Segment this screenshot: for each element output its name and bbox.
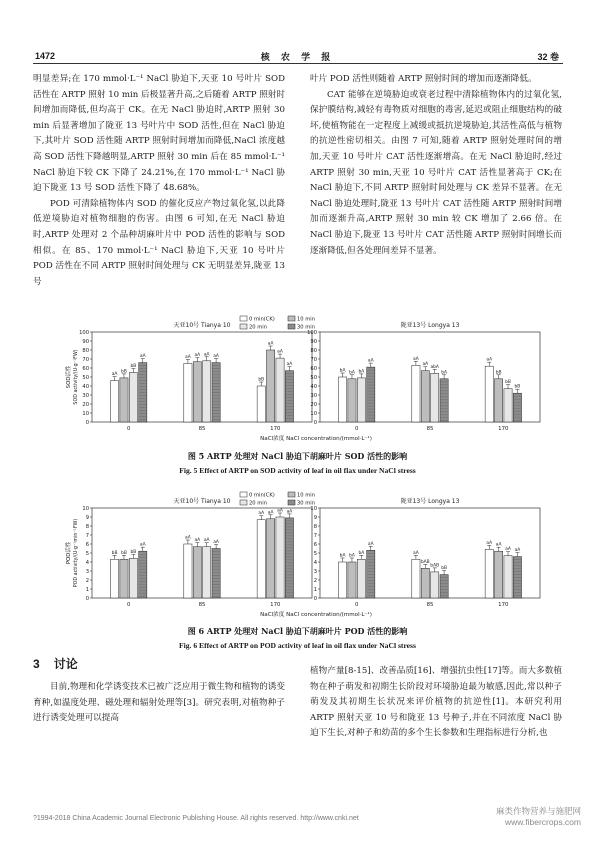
figure-6-caption-cn: 图 6 ARTP 处理对 NaCl 胁迫下胡麻叶片 POD 活性的影响	[187, 626, 408, 636]
bar	[431, 572, 439, 598]
bar	[412, 365, 420, 422]
significance-label: aA	[277, 349, 283, 355]
significance-label: bB	[495, 370, 502, 376]
bar	[485, 366, 493, 422]
legend-label: 30 min	[297, 324, 316, 331]
significance-label: aA	[413, 550, 419, 556]
y-tick-label: 4	[85, 560, 89, 566]
significance-label: aA	[213, 540, 219, 545]
bar	[357, 378, 365, 422]
chart-title: 天亚10号 Tianya 10	[173, 322, 231, 329]
significance-label: bB	[111, 550, 118, 556]
legend-swatch	[240, 324, 247, 329]
legend-label: 0 min(CK)	[249, 492, 275, 499]
legend-label: 20 min	[249, 324, 268, 331]
significance-label: aA	[213, 354, 219, 360]
bar	[513, 393, 521, 422]
legend-label: 10 min	[297, 492, 316, 499]
significance-label: aA	[514, 548, 521, 554]
bar	[504, 389, 512, 422]
significance-label: aA	[367, 541, 374, 547]
significance-label: bA	[349, 370, 355, 376]
legend-swatch	[240, 500, 247, 505]
bar	[120, 559, 128, 598]
y-tick-label: 1	[85, 587, 89, 593]
y-tick-label: 8	[313, 524, 317, 530]
figure-5-caption-cn: 图 5 ARTP 处理对 NaCl 胁迫下胡麻叶片 SOD 活性的影响	[187, 451, 408, 461]
x-tick-label: 170	[498, 426, 509, 432]
figure-6-pod	[52, 488, 572, 621]
significance-label: aA	[486, 357, 493, 363]
significance-label: aA	[185, 355, 191, 360]
y-tick-label: 5	[85, 551, 89, 557]
chart-title: 陇亚13号 Longya 13	[400, 498, 460, 505]
bar	[485, 549, 493, 598]
legend-swatch	[240, 316, 247, 321]
significance-label: aA	[194, 353, 201, 359]
y-tick-label: 8	[85, 524, 89, 530]
significance-label: bB	[130, 364, 137, 369]
paragraph-cat: CAT 能够在逆境胁迫或衰老过程中清除植物体内的过氧化氢,保护膜结构,减轻有毒物质对细胞的毒害,延迟或阻止细胞结构的破坏,使植物能在一定程度上减缓或抵抗逆境胁迫,其活性高低与植物的抗逆性密切相关。由图 7 可知,随着 ARTP 照射处理时间的增加,天亚 10 号叶片 CAT 活性逐渐增高。在无 NaCl 胁迫时,经过 ARTP 照射 30 min,天亚 10 号叶片 CAT 活性显著高于 CK;在 NaCl 胁迫下,不同 ARTP 照射时间处理与 CK 差异不显著。在无 NaCl 胁迫处理时,陇亚 13 号叶片 CAT 活性随 ARTP 照射时间增加而逐渐升高,ARTP 照射 30 min 较 CK 增加了 2.66 倍。在 NaCl 胁迫下,陇亚 13 号叶片 CAT 活性随 ARTP 照射时间增长而逐渐降低,但各处理间差异不显著。	[310, 89, 562, 256]
legend-label: 0 min(CK)	[249, 316, 275, 323]
y-tick-label: 20	[82, 402, 89, 408]
copyright-footer: ?1994-2018 China Academic Journal Electronic Publishing House. All rights reserved. http://www.cnki.net	[33, 815, 359, 822]
figure-5-caption-en: Fig. 5 Effect of ARTP on SOD activity of leaf in oil flax under NaCl stress	[179, 466, 416, 475]
section-number: 3	[33, 657, 40, 671]
legend-swatch	[288, 492, 295, 497]
bar	[203, 547, 211, 598]
bar	[110, 559, 118, 598]
y-axis-label-cn: POD活性	[66, 541, 72, 565]
section-title: 讨论	[53, 657, 78, 671]
significance-label: bAB	[420, 559, 430, 565]
y-tick-label: 70	[310, 357, 317, 363]
significance-label: aA	[185, 535, 191, 541]
bar	[267, 350, 275, 422]
bar	[129, 558, 137, 598]
bar	[129, 373, 137, 423]
bar	[338, 562, 346, 598]
significance-label: aA	[267, 341, 274, 347]
bar	[276, 358, 284, 422]
y-tick-label: 10	[310, 506, 317, 512]
y-tick-label: 3	[313, 569, 317, 575]
x-tick-label: 170	[270, 426, 281, 432]
y-tick-label: 10	[82, 411, 89, 417]
bar	[184, 364, 192, 423]
y-tick-label: 4	[313, 560, 317, 566]
bar	[421, 371, 429, 422]
bar	[513, 557, 521, 598]
figure-5-sod	[52, 312, 572, 447]
y-tick-label: 80	[310, 348, 317, 354]
significance-label: aA	[277, 508, 283, 514]
watermark	[496, 806, 581, 828]
y-axis-label-cn: SOD活性	[66, 365, 72, 389]
bar	[285, 371, 293, 422]
y-tick-label: 3	[85, 569, 89, 575]
bar	[348, 562, 356, 598]
legend-label: 20 min	[249, 500, 268, 507]
bar	[139, 551, 147, 598]
significance-label: aA	[505, 547, 511, 553]
significance-label: bA	[339, 368, 346, 374]
page-number: 1472	[35, 51, 56, 61]
x-tick-label: 85	[198, 602, 206, 608]
bar	[193, 362, 201, 422]
bar	[431, 373, 439, 422]
y-tick-label: 90	[82, 339, 89, 345]
y-tick-label: 9	[313, 515, 317, 521]
y-tick-label: 9	[85, 515, 89, 521]
y-tick-label: 6	[313, 542, 317, 548]
paragraph-pod: POD 可清除植物体内 SOD 的催化反应产物过氧化氢,以此降低逆境胁迫对植物细胞的伤害。由图 6 可知,在无 NaCl 胁迫时,ARTP 处理对 2 个品种胡麻叶片中 POD 活性的影响与 SOD 相似。在 85、170 mmol·L⁻¹ NaCl 胁迫下,天亚 10 号叶片 POD 活性在不同 ARTP 照射时间处理与 CK 无明显差异,陇亚 13 号	[33, 198, 285, 287]
right-column-top	[310, 72, 562, 259]
y-tick-label: 0	[313, 596, 317, 602]
significance-label: bA	[349, 553, 355, 559]
y-tick-label: 50	[310, 375, 317, 381]
paragraph-discussion-left: 目前,物理和化学诱变技术已被广泛应用于微生物和植物的诱变育种,如温度处理、磁处理和辐射处理等[3]。研究表明,对植物种子进行诱变处理可以提高	[33, 682, 285, 724]
bar	[276, 517, 284, 598]
paragraph-pod-cont: 叶片 POD 活性则随着 ARTP 照射时间的增加而逐渐降低。	[310, 74, 537, 84]
legend-swatch	[288, 324, 295, 329]
y-tick-label: 80	[82, 348, 89, 354]
y-tick-label: 20	[310, 402, 317, 408]
significance-label: aA	[258, 511, 265, 517]
x-tick-label: 0	[126, 426, 131, 432]
significance-label: aA	[111, 372, 118, 378]
y-tick-label: 90	[310, 339, 317, 345]
chart-title: 陇亚13号 Longya 13	[400, 322, 460, 329]
significance-label: aA	[486, 540, 493, 546]
y-tick-label: 2	[313, 578, 317, 584]
bar	[421, 568, 429, 598]
x-tick-label: 0	[354, 602, 359, 608]
y-tick-label: 0	[85, 420, 89, 426]
bar	[110, 381, 118, 422]
bar	[203, 361, 211, 422]
significance-label: aA	[139, 542, 146, 548]
x-tick-label: 170	[270, 602, 281, 608]
legend-swatch	[288, 500, 295, 505]
bar	[120, 378, 128, 422]
bar	[367, 367, 375, 422]
bar	[348, 379, 356, 422]
significance-label: bA	[441, 370, 447, 376]
x-axis-label: NaCl浓度 NaCl concentration/(mmol·L⁻¹)	[260, 612, 372, 618]
x-tick-label: 0	[354, 426, 359, 432]
section-heading	[33, 655, 78, 672]
y-tick-label: 1	[313, 587, 317, 593]
y-tick-label: 100	[79, 330, 89, 336]
x-tick-label: 85	[426, 426, 434, 432]
significance-label: aA	[139, 354, 146, 360]
significance-label: bB	[130, 549, 137, 555]
paragraph-sod-170: 明显差异;在 170 mmol·L⁻¹ NaCl 胁迫下,天亚 10 号叶片 SOD 活性在 ARTP 照射 10 min 后极显著升高,之后随着 ARTP 照射时间增加而降低,但均高于 CK。在无 NaCl 胁迫时,ARTP 照射 30 min 后显著增加了陇亚 13 号叶片中 SOD 活性,但在 NaCl 胁迫下,其叶片 SOD 活性随 ARTP 照射时间增加而降低,NaCl 浓度越高 SOD 活性下降越明显,ARTP 照射 30 min 后在 85 mmol·L⁻¹ NaCl 胁迫下较 CK 下降了 24.21%,在 170 mmol·L⁻¹ NaCl 胁迫下陇亚 13 号 SOD 活性下降了 48.68%。	[33, 74, 285, 194]
y-tick-label: 40	[310, 384, 317, 390]
y-axis-label-en: SOD activity/(U·g⁻¹FW)	[74, 349, 79, 405]
bar	[257, 520, 265, 598]
paragraph-discussion-right: 植物产量[8-15]、改善品质[16]、增强抗虫性[17]等。而大多数植物在种子萌发和初期生长阶段对环境胁迫最为敏感,因此,常以种子萌发及其初期生长状况来评价植物的抗逆性[1]。本研究利用 ARTP 照射天亚 10 号和陇亚 13 号种子,并在不同浓度 NaCl 胁迫下生长,对种子和幼苗的多个生长参数和生理指标进行分析,也	[310, 666, 562, 739]
y-tick-label: 40	[82, 384, 89, 390]
significance-label: aA	[422, 362, 429, 368]
x-tick-label: 85	[426, 602, 434, 608]
significance-label: bB	[514, 384, 521, 390]
y-tick-label: 10	[310, 411, 317, 417]
bar	[495, 379, 503, 422]
bar	[412, 559, 420, 598]
y-tick-label: 0	[85, 596, 89, 602]
bar	[504, 556, 512, 598]
journal-name: 核 农 学 报	[260, 53, 335, 63]
bar	[440, 379, 448, 422]
bar	[440, 575, 448, 598]
y-tick-label: 50	[82, 375, 89, 381]
significance-label: bA	[358, 369, 365, 375]
bar	[357, 559, 365, 598]
left-column-top	[33, 72, 285, 290]
volume-label: 32 卷	[537, 52, 559, 62]
watermark-line2: www.fibercrops.com	[504, 817, 581, 827]
significance-label: aA	[286, 362, 293, 368]
legend-swatch	[240, 492, 247, 497]
x-tick-label: 170	[498, 602, 509, 608]
legend-label: 10 min	[297, 316, 316, 323]
y-tick-label: 70	[82, 357, 89, 363]
y-tick-label: 30	[82, 393, 89, 399]
bar	[338, 377, 346, 422]
y-tick-label: 6	[85, 542, 89, 548]
significance-label: aA	[267, 510, 274, 516]
chart-title: 天亚10号 Tianya 10	[173, 498, 231, 505]
legend-swatch	[288, 316, 295, 321]
y-tick-label: 60	[82, 366, 89, 372]
bar	[495, 551, 503, 598]
significance-label: aA	[367, 358, 374, 364]
y-axis-label-en: POD activity/(U·g⁻¹min⁻¹FW)	[74, 518, 79, 588]
y-tick-label: 5	[313, 551, 317, 557]
y-tick-label: 30	[310, 393, 317, 399]
significance-label: bA	[358, 550, 365, 556]
significance-label: aA	[203, 538, 210, 544]
bar	[184, 544, 192, 598]
significance-label: aA	[194, 538, 201, 544]
significance-label: bB	[121, 369, 127, 375]
significance-label: abA	[430, 364, 439, 370]
y-tick-label: 7	[313, 533, 317, 539]
x-tick-label: 0	[126, 602, 131, 608]
significance-label: bB	[121, 550, 127, 556]
y-tick-label: 10	[82, 506, 89, 512]
page-header	[0, 47, 595, 63]
header-rule	[33, 63, 563, 64]
significance-label: aA	[413, 356, 419, 362]
figure-6-caption-en: Fig. 6 Effect of ARTP on POD activity of leaf in oil flax under NaCl stress	[179, 641, 416, 650]
y-tick-label: 60	[310, 366, 317, 372]
legend-label: 30 min	[297, 500, 316, 507]
significance-label: aA	[203, 352, 210, 358]
significance-label: bB	[441, 566, 448, 572]
bar	[257, 386, 265, 422]
significance-label: aA	[286, 509, 293, 515]
significance-label: bAB	[430, 563, 440, 569]
significance-label: bB	[505, 380, 511, 386]
x-axis-label: NaCl浓度 NaCl concentration/(mmol·L⁻¹)	[260, 436, 372, 442]
significance-label: aA	[495, 542, 502, 548]
bar	[267, 519, 275, 598]
y-tick-label: 2	[85, 578, 89, 584]
significance-label: bB	[258, 377, 265, 383]
significance-label: bA	[339, 553, 346, 559]
watermark-line1: 麻类作物营养与施肥网	[495, 806, 581, 816]
x-tick-label: 85	[198, 426, 206, 432]
y-tick-label: 7	[85, 533, 89, 539]
y-tick-label: 100	[307, 330, 317, 336]
bar	[193, 547, 201, 598]
y-tick-label: 0	[313, 420, 317, 426]
